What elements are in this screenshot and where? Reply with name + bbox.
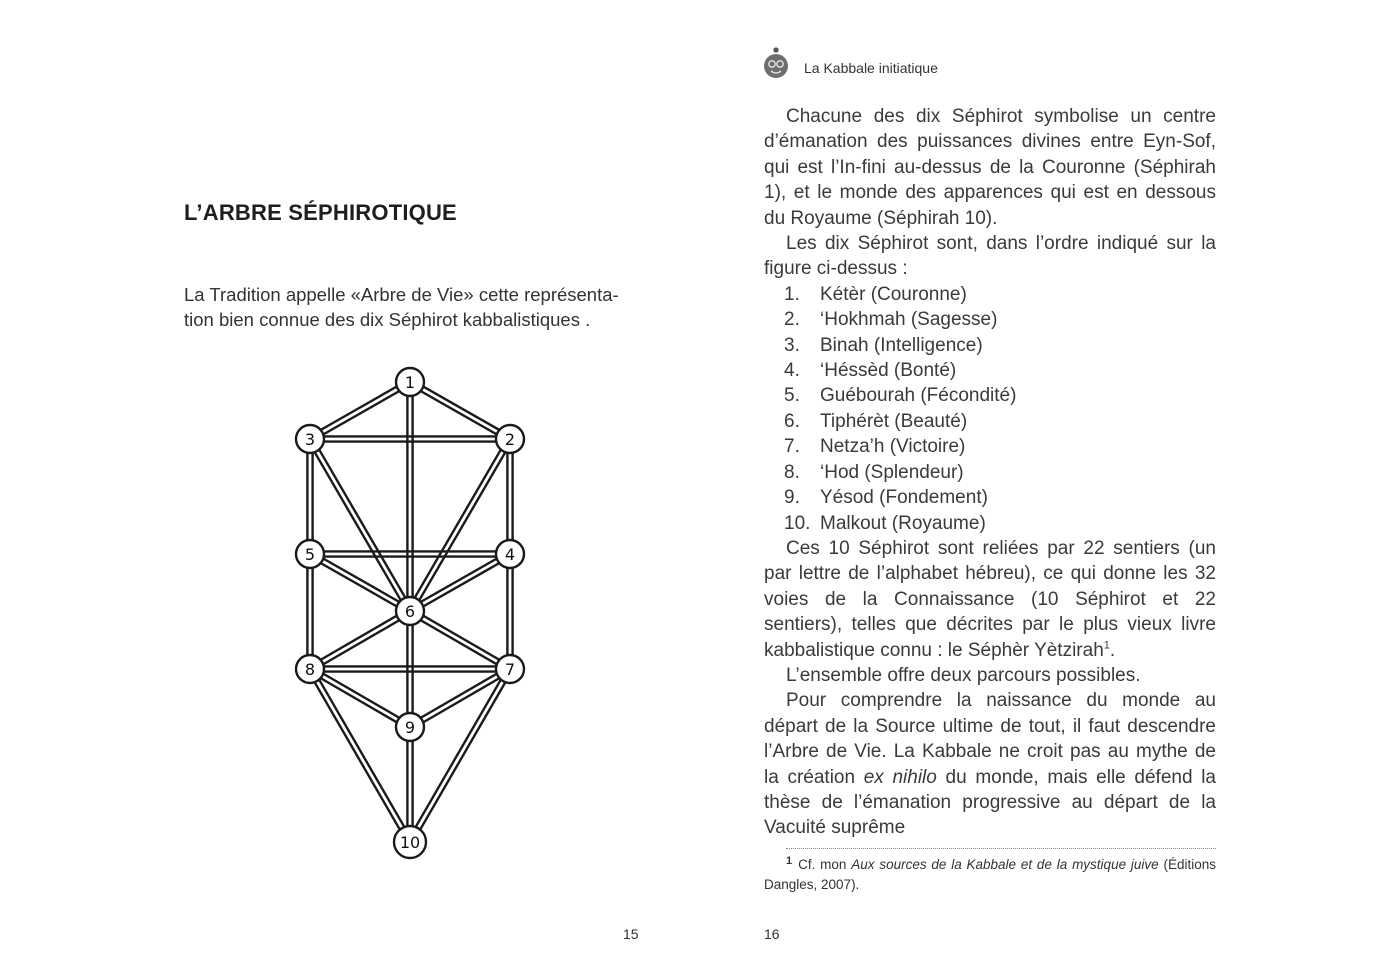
tree-path-8-10 <box>308 670 408 843</box>
sephirah-node-label: 6 <box>404 602 416 621</box>
running-title: La Kabbale initiatique <box>804 60 938 76</box>
tree-path-2-6 <box>412 440 512 612</box>
tree-path-8-10 <box>312 668 412 841</box>
tree-path-4-6 <box>411 556 511 613</box>
owl-emblem-icon <box>762 46 792 80</box>
footnote: $^1$ Cf. mon Aux sources de la Kabbale et de la mystique juive (Éditions Dangles, 2007). <box>764 854 1216 892</box>
sephirah-node-label: 10 <box>399 833 421 852</box>
tree-of-life-diagram <box>280 362 550 872</box>
body-text <box>764 104 1216 841</box>
tree-path-3-6 <box>312 438 412 610</box>
tree-path-7-10 <box>412 670 512 843</box>
list-item: 3. Binah (Intelligence) <box>784 334 983 356</box>
tree-path-6-8 <box>309 609 409 667</box>
sephirah-node-label: 1 <box>404 373 416 392</box>
sephirah-node-label: 5 <box>304 545 316 564</box>
list-item: 8. ‘Hod (Splendeur) <box>784 461 964 483</box>
page-number: 16 <box>764 926 780 942</box>
tree-path-3-6 <box>308 440 408 612</box>
tree-path-7-10 <box>408 668 508 841</box>
sephirah-node-label: 4 <box>504 545 516 564</box>
paragraph: L’ensemble offre deux parcours possibles. <box>786 664 1141 686</box>
sephirot-list <box>764 282 1216 536</box>
sephirah-node-label: 8 <box>304 660 316 679</box>
tree-path-1-3 <box>311 384 411 441</box>
intro-line: La Tradition appelle «Arbre de Vie» cette représenta- <box>184 284 619 305</box>
list-item: 5. Guébourah (Fécondité) <box>784 385 1017 407</box>
chapter-title: L’ARBRE SÉPHIROTIQUE <box>184 200 457 225</box>
tree-path-8-9 <box>311 667 411 725</box>
intro-paragraph <box>184 282 654 332</box>
paragraph: Les dix Séphirot sont, dans l’ordre indiqué sur la figure ci-dessus : <box>764 233 1216 280</box>
sephirah-node-label: 7 <box>504 660 516 679</box>
list-item: 7. Netza’h (Victoire) <box>784 436 966 458</box>
footnote-reference: 1 <box>1103 639 1110 652</box>
tree-path-5-6 <box>309 556 409 613</box>
tree-path-6-8 <box>311 613 411 671</box>
intro-line: tion bien connue des dix Séphirot kabbalistiques . <box>184 309 591 330</box>
list-item: 10. Malkout (Royaume) <box>784 512 986 534</box>
footnote-divider <box>786 848 1216 849</box>
page-number: 15 <box>623 926 639 942</box>
footnote-mark: 1 <box>786 854 793 867</box>
tree-path-2-6 <box>408 438 508 610</box>
tree-path-1-3 <box>309 380 409 437</box>
list-item: 6. Tiphérèt (Beauté) <box>784 410 968 432</box>
paragraph: Ces 10 Séphirot sont reliées par 22 sentiers (un par lettre de l’alphabet hébreu), ce qui donne les 32 voies de la Connaissance (10 Séphirot et 22 sentiers), telles que décrites par le plus vieux livre kabbalistique connu : le Séphèr Yètzirah$^1$. <box>764 537 1216 661</box>
tree-path-7-9 <box>409 667 509 725</box>
tree-path-1-2 <box>411 380 511 437</box>
right-page <box>700 0 1400 980</box>
sephirah-node-label: 3 <box>304 430 316 449</box>
list-item: 1. Kétèr (Couronne) <box>784 283 967 305</box>
tree-path-1-2 <box>409 384 509 441</box>
sephirah-node-label: 2 <box>504 430 516 449</box>
sephirah-node-label: 9 <box>404 718 416 737</box>
list-item: 4. ‘Héssèd (Bonté) <box>784 360 957 382</box>
paragraph: Chacune des dix Séphirot symbolise un centre d’émanation des puissances divines entre Eyn-Sof, qui est l’In-fini au-dessus de la Couronne (Séphirah 1), et le monde des apparences qui est en dessous du Royaume (Séphirah 10). <box>764 106 1216 229</box>
tree-path-6-7 <box>409 613 509 671</box>
paragraph: Pour comprendre la naissance du monde au départ de la Source ultime de tout, il faut descendre l’Arbre de Vie. La Kabbale ne croit pas au mythe de la création ex nihilo du monde, mais elle défend la thèse de l’émanation progressive au départ de la Vacuité suprême <box>764 690 1216 839</box>
list-item: 2. ‘Hokhmah (Sagesse) <box>784 309 998 331</box>
list-item: 9. Yésod (Fondement) <box>784 487 988 509</box>
tree-path-6-7 <box>411 609 511 667</box>
